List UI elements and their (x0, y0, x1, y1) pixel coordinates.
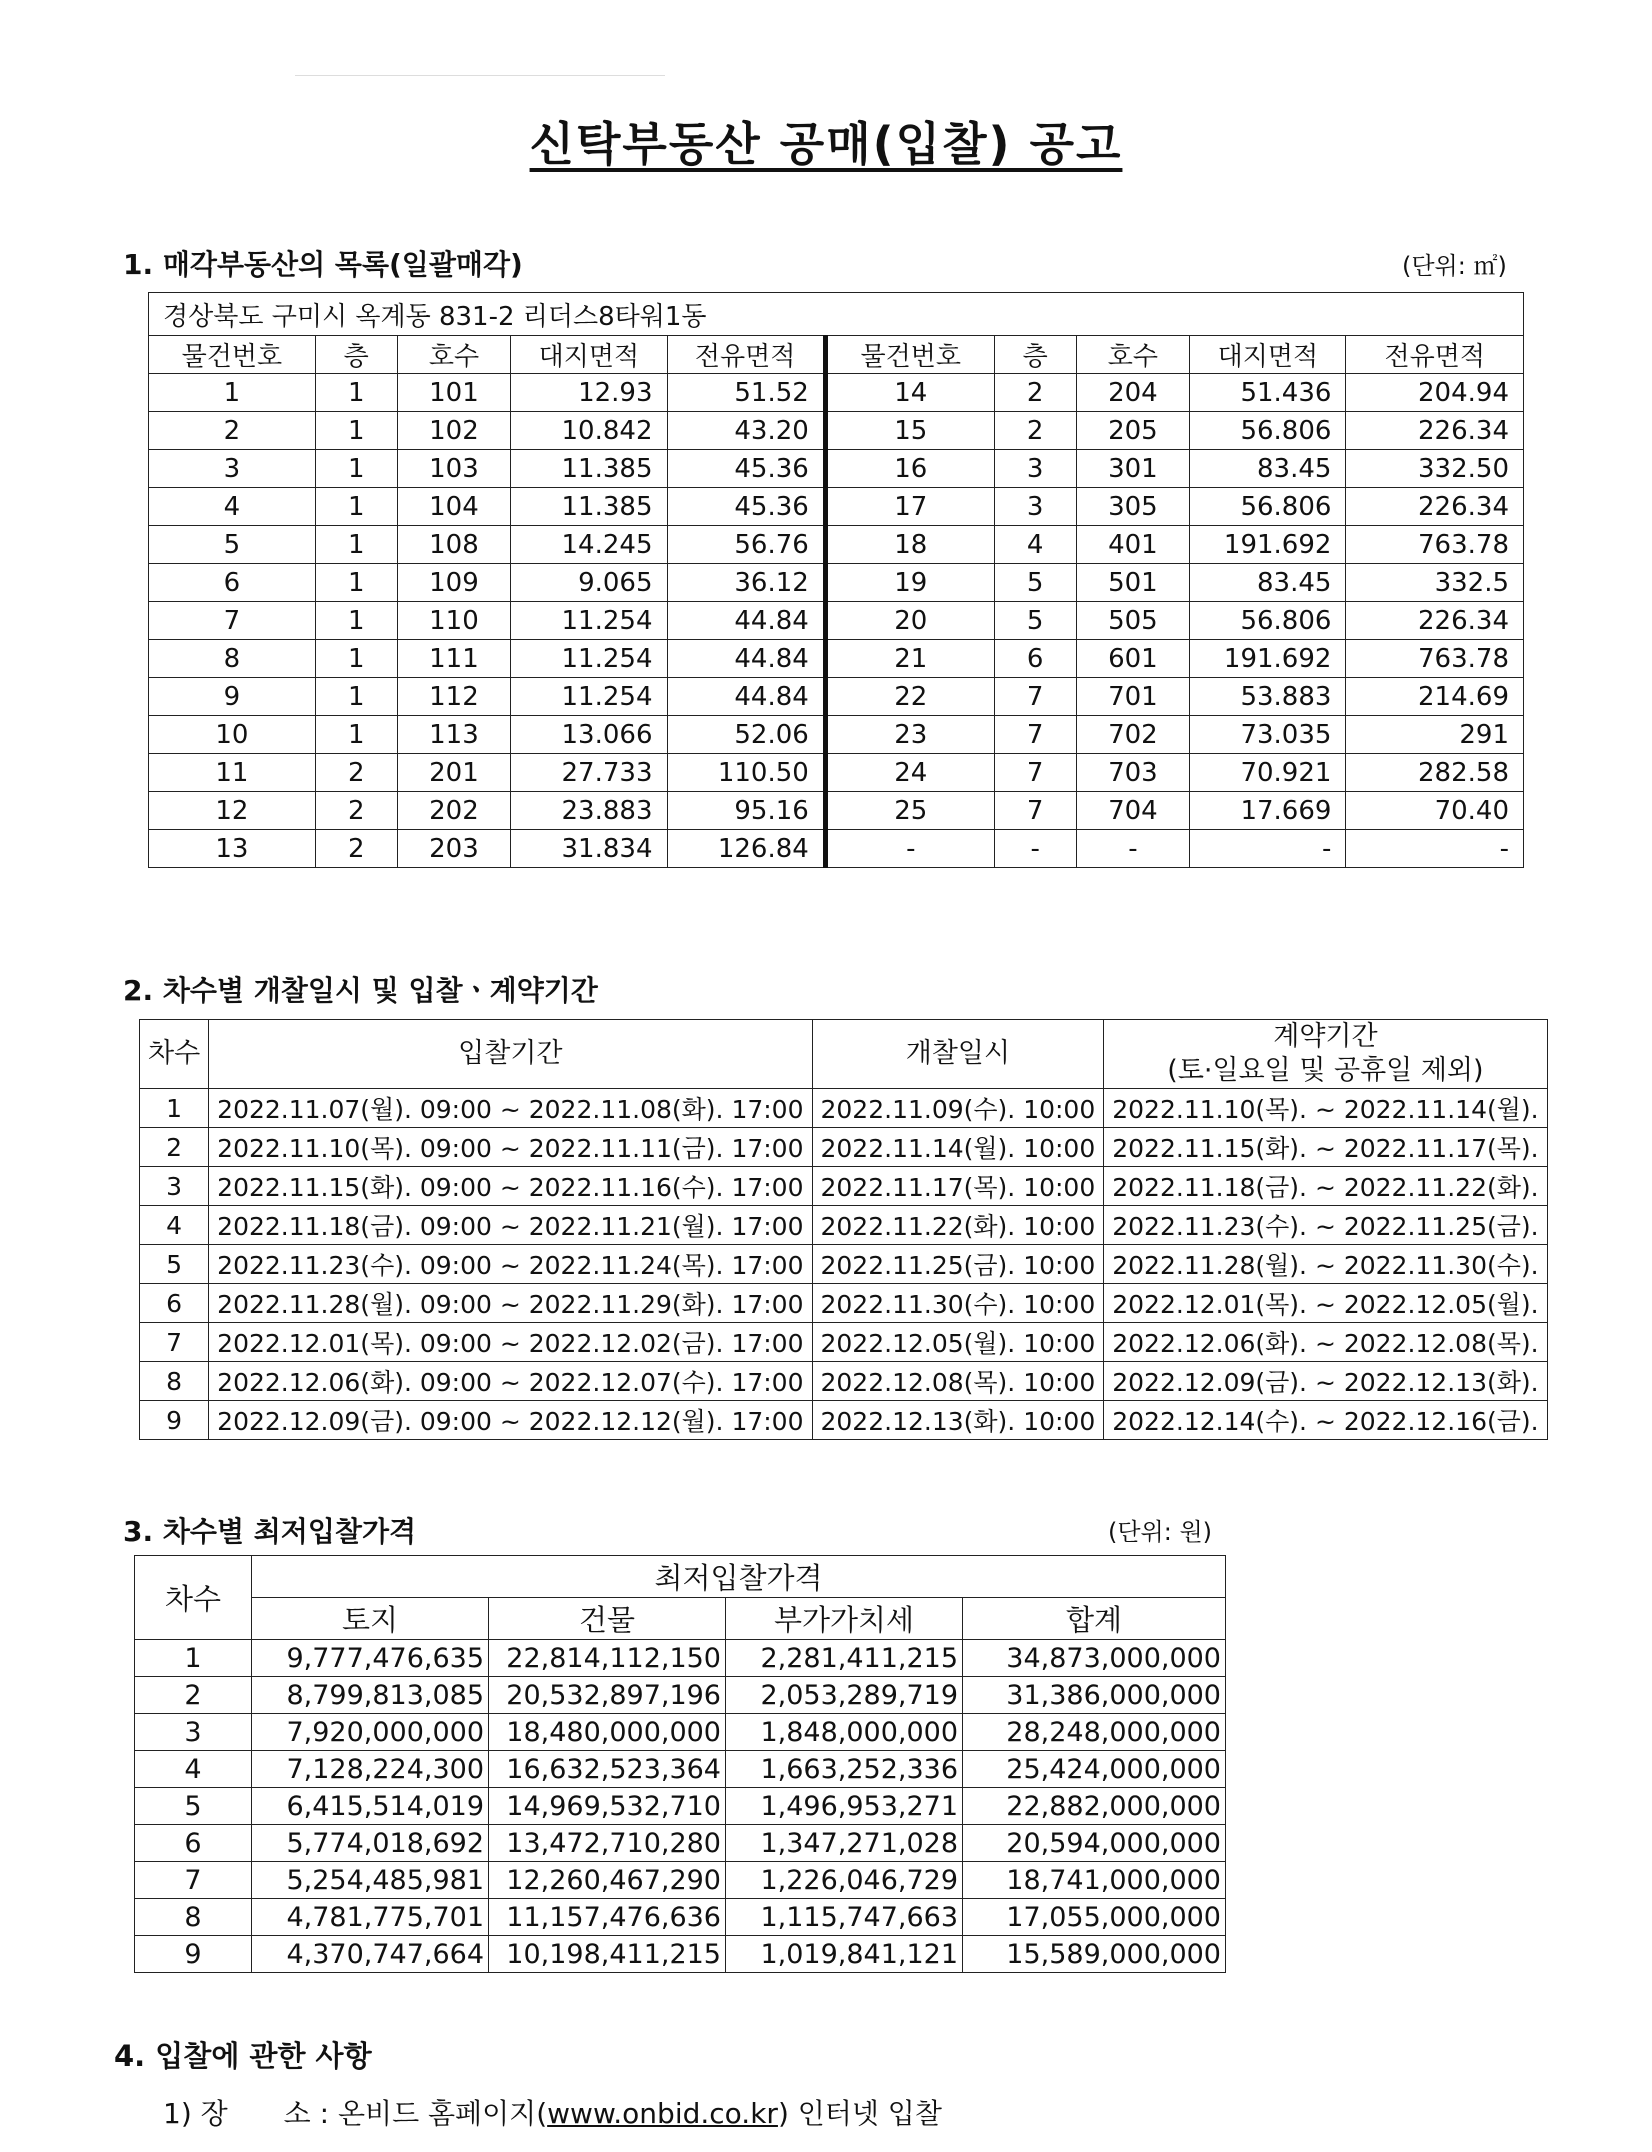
table-cell: 113 (397, 716, 511, 754)
table-row (149, 450, 1524, 488)
table-cell: 2022.12.09(금). 09:00 ~ 2022.12.12(월). 17:00 (209, 1401, 812, 1440)
table-row (135, 1677, 1226, 1714)
table-cell: 36.12 (667, 564, 825, 602)
table-row (140, 1362, 1548, 1401)
table-cell: 2 (994, 412, 1076, 450)
table-cell: 1 (315, 716, 397, 754)
table-cell: 2022.12.08(목). 10:00 (812, 1362, 1104, 1401)
table-cell: 4 (135, 1751, 252, 1788)
section3-heading: 3. 차수별 최저입찰가격 (123, 1515, 417, 1548)
section4-heading: 4. 입찰에 관한 사항 (114, 2039, 372, 2073)
table-cell: 9,777,476,635 (252, 1640, 489, 1677)
table-cell: 10 (149, 716, 316, 754)
table-cell: 53.883 (1190, 678, 1346, 716)
table-cell: 6 (149, 564, 316, 602)
table-cell: 110 (397, 602, 511, 640)
table-row (140, 1128, 1548, 1167)
table-row (135, 1936, 1226, 1973)
table-cell: 2 (315, 792, 397, 830)
table-cell: 8 (149, 640, 316, 678)
table-cell: 2022.12.05(월). 10:00 (812, 1323, 1104, 1362)
bid-location-prefix: 1) 장 소 : 온비드 홈페이지( (163, 2097, 548, 2130)
table-cell: 1 (315, 374, 397, 412)
table-cell: 8 (140, 1362, 209, 1401)
price-table (134, 1555, 1226, 1973)
table-cell: 2022.11.07(월). 09:00 ~ 2022.11.08(화). 17:00 (209, 1089, 812, 1128)
table-cell: 70.921 (1190, 754, 1346, 792)
schedule-table (139, 1019, 1548, 1440)
table-cell: 11.385 (511, 450, 667, 488)
table-cell: 3 (994, 488, 1076, 526)
table-cell: 7 (140, 1323, 209, 1362)
col-floor: 층 (315, 336, 397, 374)
scan-top-line (295, 75, 665, 76)
table-cell: 282.58 (1346, 754, 1524, 792)
table-cell: 201 (397, 754, 511, 792)
table-cell: 43.20 (667, 412, 825, 450)
table-cell: 51.436 (1190, 374, 1346, 412)
table-cell: 2 (135, 1677, 252, 1714)
section1-heading: 1. 매각부동산의 목록(일괄매각) (123, 248, 523, 281)
section1-unit: (단위: ㎡) (1402, 252, 1507, 280)
table-cell: 102 (397, 412, 511, 450)
table-cell: 2022.11.15(화). ~ 2022.11.17(목). (1104, 1128, 1547, 1167)
col-unit-2: 호수 (1076, 336, 1190, 374)
table-cell: 14.245 (511, 526, 667, 564)
table-cell: 20 (825, 602, 994, 640)
table-cell: 7,128,224,300 (252, 1751, 489, 1788)
table-cell: 1,663,252,336 (726, 1751, 963, 1788)
table-cell: 104 (397, 488, 511, 526)
table-cell: 4 (994, 526, 1076, 564)
table-cell: 20,532,897,196 (489, 1677, 726, 1714)
col-contract-period (1104, 1020, 1547, 1089)
table-cell: 5,774,018,692 (252, 1825, 489, 1862)
col-land-area: 대지면적 (511, 336, 667, 374)
table-cell: 204 (1076, 374, 1190, 412)
table-cell: 8 (135, 1899, 252, 1936)
table-cell: 31,386,000,000 (963, 1677, 1226, 1714)
table-row (149, 754, 1524, 792)
table-cell: 95.16 (667, 792, 825, 830)
table-cell: 56.76 (667, 526, 825, 564)
table-cell: 2022.12.14(수). ~ 2022.12.16(금). (1104, 1401, 1547, 1440)
table-cell: 2022.11.28(월). ~ 2022.11.30(수). (1104, 1245, 1547, 1284)
table-cell: 291 (1346, 716, 1524, 754)
table-cell: 203 (397, 830, 511, 868)
table-cell: 505 (1076, 602, 1190, 640)
table-cell: 2022.11.10(목). ~ 2022.11.14(월). (1104, 1089, 1547, 1128)
table-cell: 2022.12.06(화). 09:00 ~ 2022.12.07(수). 17:00 (209, 1362, 812, 1401)
table-cell: 126.84 (667, 830, 825, 868)
table-cell: 45.36 (667, 488, 825, 526)
table-cell: 2 (315, 830, 397, 868)
table-cell: 7,920,000,000 (252, 1714, 489, 1751)
table-cell: 3 (135, 1714, 252, 1751)
table-row (135, 1899, 1226, 1936)
table-cell: 56.806 (1190, 412, 1346, 450)
table-row (149, 678, 1524, 716)
table-cell: - (825, 830, 994, 868)
table-cell: 5 (135, 1788, 252, 1825)
table-cell: 9 (149, 678, 316, 716)
table-cell: 7 (149, 602, 316, 640)
table-cell: 19 (825, 564, 994, 602)
table-cell: 110.50 (667, 754, 825, 792)
bid-location (163, 2092, 942, 2132)
table-cell: 28,248,000,000 (963, 1714, 1226, 1751)
page-title: 신탁부동산 공매(입찰) 공고 (529, 117, 1123, 171)
table-row (135, 1640, 1226, 1677)
table-cell: 11.254 (511, 640, 667, 678)
table-cell: 704 (1076, 792, 1190, 830)
col-group-min-price: 최저입찰가격 (252, 1556, 1226, 1598)
table-cell: 5 (994, 602, 1076, 640)
table-cell: 305 (1076, 488, 1190, 526)
table-cell: 9.065 (511, 564, 667, 602)
table-cell: 109 (397, 564, 511, 602)
contract-period-note: (토·일요일 및 공휴일 제외) (1167, 1055, 1484, 1086)
col-exclusive-area: 전유면적 (667, 336, 825, 374)
table-row (149, 374, 1524, 412)
table-cell: 111 (397, 640, 511, 678)
price-header-row-2 (135, 1598, 1226, 1640)
table-row (135, 1862, 1226, 1899)
table-cell: 22,814,112,150 (489, 1640, 726, 1677)
col-vat: 부가가치세 (726, 1598, 963, 1640)
table-cell: 5,254,485,981 (252, 1862, 489, 1899)
table-cell: 1 (315, 412, 397, 450)
table-row (135, 1751, 1226, 1788)
table-cell: 2 (149, 412, 316, 450)
table-cell: 7 (135, 1862, 252, 1899)
table-cell: 332.50 (1346, 450, 1524, 488)
table-cell: 11,157,476,636 (489, 1899, 726, 1936)
table-cell: 205 (1076, 412, 1190, 450)
table-cell: 108 (397, 526, 511, 564)
table-row (140, 1167, 1548, 1206)
table-row (149, 716, 1524, 754)
table-cell: 5 (149, 526, 316, 564)
table-cell: 7 (994, 716, 1076, 754)
col-item-no: 물건번호 (149, 336, 316, 374)
table-cell: 16 (825, 450, 994, 488)
table-cell: 1,848,000,000 (726, 1714, 963, 1751)
table-cell: 3 (149, 450, 316, 488)
table-cell: 191.692 (1190, 640, 1346, 678)
col-floor-2: 층 (994, 336, 1076, 374)
table-row (149, 602, 1524, 640)
table-cell: 18,480,000,000 (489, 1714, 726, 1751)
table-cell: 1,347,271,028 (726, 1825, 963, 1862)
table-row (135, 1788, 1226, 1825)
table-cell: 2022.11.10(목). 09:00 ~ 2022.11.11(금). 17:00 (209, 1128, 812, 1167)
table-cell: 1 (315, 564, 397, 602)
table-cell: - (1346, 830, 1524, 868)
table-cell: 763.78 (1346, 526, 1524, 564)
col-building: 건물 (489, 1598, 726, 1640)
table-cell: 10,198,411,215 (489, 1936, 726, 1973)
table-cell: 214.69 (1346, 678, 1524, 716)
property-header-row (149, 336, 1524, 374)
table-cell: 1,115,747,663 (726, 1899, 963, 1936)
table-cell: 2 (994, 374, 1076, 412)
table-cell: 501 (1076, 564, 1190, 602)
table-cell: 1 (149, 374, 316, 412)
table-cell: 44.84 (667, 678, 825, 716)
table-cell: - (1076, 830, 1190, 868)
table-cell: 8,799,813,085 (252, 1677, 489, 1714)
table-cell: 2022.12.13(화). 10:00 (812, 1401, 1104, 1440)
table-cell: 10.842 (511, 412, 667, 450)
table-cell: 101 (397, 374, 511, 412)
table-cell: 18,741,000,000 (963, 1862, 1226, 1899)
table-cell: 1 (315, 526, 397, 564)
table-cell: 17,055,000,000 (963, 1899, 1226, 1936)
table-row (149, 526, 1524, 564)
property-address: 경상북도 구미시 옥계동 831-2 리더스8타워1동 (149, 293, 1524, 336)
table-cell: 6 (140, 1284, 209, 1323)
table-cell: 17.669 (1190, 792, 1346, 830)
table-cell: 1 (315, 678, 397, 716)
table-cell: 332.5 (1346, 564, 1524, 602)
table-cell: 17 (825, 488, 994, 526)
table-cell: 2022.12.06(화). ~ 2022.12.08(목). (1104, 1323, 1547, 1362)
table-cell: 401 (1076, 526, 1190, 564)
table-row (140, 1323, 1548, 1362)
table-cell: 16,632,523,364 (489, 1751, 726, 1788)
table-cell: 2022.11.17(목). 10:00 (812, 1167, 1104, 1206)
bid-location-suffix: ) 인터넷 입찰 (777, 2097, 942, 2130)
table-cell: 14,969,532,710 (489, 1788, 726, 1825)
table-cell: 73.035 (1190, 716, 1346, 754)
table-row (140, 1089, 1548, 1128)
table-row (149, 564, 1524, 602)
table-cell: 6,415,514,019 (252, 1788, 489, 1825)
table-row (149, 640, 1524, 678)
table-row (149, 792, 1524, 830)
table-cell: 2022.11.30(수). 10:00 (812, 1284, 1104, 1323)
schedule-header-row (140, 1020, 1548, 1089)
table-cell: 2022.11.25(금). 10:00 (812, 1245, 1104, 1284)
table-cell: 701 (1076, 678, 1190, 716)
table-cell: 301 (1076, 450, 1190, 488)
table-row (140, 1284, 1548, 1323)
table-cell: 7 (994, 792, 1076, 830)
section3-unit: (단위: 원) (1108, 1518, 1212, 1546)
table-cell: 2 (140, 1128, 209, 1167)
table-cell: 1 (140, 1089, 209, 1128)
table-cell: 11.385 (511, 488, 667, 526)
table-cell: 11.254 (511, 602, 667, 640)
table-cell: 226.34 (1346, 488, 1524, 526)
table-cell: 601 (1076, 640, 1190, 678)
col-round: 차수 (140, 1020, 209, 1089)
table-cell: 22,882,000,000 (963, 1788, 1226, 1825)
table-cell: 15,589,000,000 (963, 1936, 1226, 1973)
table-cell: 27.733 (511, 754, 667, 792)
table-cell: 83.45 (1190, 564, 1346, 602)
table-cell: 23 (825, 716, 994, 754)
table-cell: 52.06 (667, 716, 825, 754)
col-land: 토지 (252, 1598, 489, 1640)
table-cell: 2022.11.23(수). 09:00 ~ 2022.11.24(목). 17:00 (209, 1245, 812, 1284)
table-cell: 112 (397, 678, 511, 716)
table-cell: 24 (825, 754, 994, 792)
table-cell: 226.34 (1346, 412, 1524, 450)
table-cell: - (994, 830, 1076, 868)
col-open-date: 개찰일시 (812, 1020, 1104, 1089)
table-cell: 83.45 (1190, 450, 1346, 488)
table-cell: 5 (140, 1245, 209, 1284)
table-cell: 13,472,710,280 (489, 1825, 726, 1862)
table-cell: 45.36 (667, 450, 825, 488)
col-unit: 호수 (397, 336, 511, 374)
table-cell: 9 (140, 1401, 209, 1440)
table-row (135, 1714, 1226, 1751)
col-land-area-2: 대지면적 (1190, 336, 1346, 374)
table-cell: 226.34 (1346, 602, 1524, 640)
table-cell: 12,260,467,290 (489, 1862, 726, 1899)
table-cell: 2,053,289,719 (726, 1677, 963, 1714)
table-cell: 2022.12.09(금). ~ 2022.12.13(화). (1104, 1362, 1547, 1401)
table-row (149, 412, 1524, 450)
table-cell: 44.84 (667, 640, 825, 678)
table-cell: 1,226,046,729 (726, 1862, 963, 1899)
table-cell: 6 (135, 1825, 252, 1862)
table-cell: 25,424,000,000 (963, 1751, 1226, 1788)
table-cell: 1 (315, 640, 397, 678)
table-cell: - (1190, 830, 1346, 868)
table-cell: 56.806 (1190, 488, 1346, 526)
contract-period-label: 계약기간 (1273, 1021, 1378, 1053)
col-exclusive-area-2: 전유면적 (1346, 336, 1524, 374)
table-cell: 1,496,953,271 (726, 1788, 963, 1825)
onbid-link[interactable]: www.onbid.co.kr (547, 2097, 778, 2130)
table-row (149, 488, 1524, 526)
table-cell: 21 (825, 640, 994, 678)
table-cell: 23.883 (511, 792, 667, 830)
table-row (135, 1825, 1226, 1862)
table-cell: 2022.12.01(목). 09:00 ~ 2022.12.02(금). 17:00 (209, 1323, 812, 1362)
table-row (149, 830, 1524, 868)
table-cell: 2022.11.14(월). 10:00 (812, 1128, 1104, 1167)
table-cell: 44.84 (667, 602, 825, 640)
table-cell: 56.806 (1190, 602, 1346, 640)
table-cell: 25 (825, 792, 994, 830)
table-cell: 34,873,000,000 (963, 1640, 1226, 1677)
table-cell: 2022.11.22(화). 10:00 (812, 1206, 1104, 1245)
property-list-table (148, 292, 1524, 868)
table-row (140, 1401, 1548, 1440)
section2-heading: 2. 차수별 개찰일시 및 입찰ㆍ계약기간 (123, 974, 598, 1007)
table-cell: 4,370,747,664 (252, 1936, 489, 1973)
table-cell: 22 (825, 678, 994, 716)
table-row (140, 1206, 1548, 1245)
table-cell: 4 (140, 1206, 209, 1245)
table-cell: 3 (140, 1167, 209, 1206)
table-cell: 1 (315, 602, 397, 640)
table-cell: 2022.11.23(수). ~ 2022.11.25(금). (1104, 1206, 1547, 1245)
table-cell: 204.94 (1346, 374, 1524, 412)
table-cell: 2022.11.28(월). 09:00 ~ 2022.11.29(화). 17:00 (209, 1284, 812, 1323)
table-cell: 103 (397, 450, 511, 488)
col-bid-period: 입찰기간 (209, 1020, 812, 1089)
table-cell: 7 (994, 678, 1076, 716)
table-cell: 4,781,775,701 (252, 1899, 489, 1936)
table-cell: 2022.12.01(목). ~ 2022.12.05(월). (1104, 1284, 1547, 1323)
table-cell: 702 (1076, 716, 1190, 754)
table-cell: 7 (994, 754, 1076, 792)
table-cell: 70.40 (1346, 792, 1524, 830)
table-cell: 2022.11.18(금). 09:00 ~ 2022.11.21(월). 17:00 (209, 1206, 812, 1245)
table-cell: 51.52 (667, 374, 825, 412)
table-cell: 1 (315, 450, 397, 488)
table-cell: 14 (825, 374, 994, 412)
col-item-no-2: 물건번호 (825, 336, 994, 374)
table-cell: 202 (397, 792, 511, 830)
table-cell: 11.254 (511, 678, 667, 716)
table-row (140, 1245, 1548, 1284)
table-cell: 20,594,000,000 (963, 1825, 1226, 1862)
table-cell: 31.834 (511, 830, 667, 868)
table-cell: 9 (135, 1936, 252, 1973)
table-cell: 6 (994, 640, 1076, 678)
table-cell: 13.066 (511, 716, 667, 754)
table-cell: 763.78 (1346, 640, 1524, 678)
table-cell: 5 (994, 564, 1076, 602)
table-cell: 1 (135, 1640, 252, 1677)
table-cell: 11 (149, 754, 316, 792)
table-cell: 191.692 (1190, 526, 1346, 564)
table-cell: 2022.11.18(금). ~ 2022.11.22(화). (1104, 1167, 1547, 1206)
table-cell: 15 (825, 412, 994, 450)
table-cell: 2 (315, 754, 397, 792)
table-cell: 13 (149, 830, 316, 868)
table-cell: 703 (1076, 754, 1190, 792)
table-cell: 12.93 (511, 374, 667, 412)
table-cell: 4 (149, 488, 316, 526)
table-cell: 1 (315, 488, 397, 526)
table-cell: 1,019,841,121 (726, 1936, 963, 1973)
col-round: 차수 (135, 1556, 252, 1640)
table-cell: 12 (149, 792, 316, 830)
table-cell: 2022.11.09(수). 10:00 (812, 1089, 1104, 1128)
table-cell: 18 (825, 526, 994, 564)
col-total: 합계 (963, 1598, 1226, 1640)
table-cell: 2022.11.15(화). 09:00 ~ 2022.11.16(수). 17:00 (209, 1167, 812, 1206)
table-cell: 3 (994, 450, 1076, 488)
table-cell: 2,281,411,215 (726, 1640, 963, 1677)
price-header-row-1 (135, 1556, 1226, 1598)
